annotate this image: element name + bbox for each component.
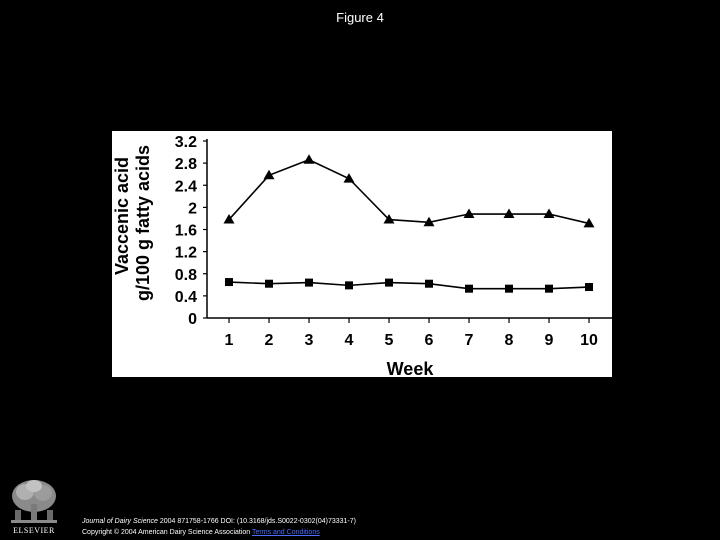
copyright-text: Copyright © 2004 American Dairy Science Association <box>82 529 253 536</box>
series-2-point <box>505 285 513 293</box>
elsevier-logo <box>5 476 63 536</box>
figure-title: Figure 4 <box>336 10 384 25</box>
series-2-point <box>305 279 313 287</box>
series-2-point <box>585 283 593 291</box>
series-2-line <box>229 282 589 289</box>
series-2-point <box>265 280 273 288</box>
y-ticks <box>175 134 207 328</box>
y-tick-label: 2.8 <box>174 156 197 174</box>
y-tick-label: 2 <box>188 200 197 218</box>
series-2-point <box>225 278 233 286</box>
series-2-point <box>345 281 353 289</box>
y-tick-label: 1.2 <box>174 244 197 262</box>
series-2-point <box>545 285 553 293</box>
x-tick-label: 1 <box>224 332 234 349</box>
y-tick-label: 0.4 <box>174 288 197 306</box>
logo-text: ELSEVIER <box>13 526 55 535</box>
y-tick-label: 2.4 <box>174 178 197 196</box>
tree-icon <box>5 476 63 526</box>
x-tick-label: 8 <box>504 332 514 349</box>
citation-details: 2004 871758-1766 DOI: (10.3168/jds.S0022-0302(04)73331-7) <box>157 518 356 525</box>
x-tick-label: 5 <box>384 332 394 349</box>
x-tick-label: 7 <box>464 332 474 349</box>
y-axis-label-line1: Vaccenic acid <box>112 156 132 276</box>
series-2-point <box>465 285 473 293</box>
x-tick-label: 10 <box>580 332 598 349</box>
y-tick-label: 1.6 <box>174 222 197 240</box>
x-tick-label: 9 <box>544 332 554 349</box>
y-axis-label-line2: g/100 g fatty acids <box>133 144 153 302</box>
citation-line1 <box>82 516 356 527</box>
series-1-point <box>344 173 355 183</box>
citation <box>82 516 356 538</box>
line-chart <box>112 131 612 377</box>
y-tick-label: 0 <box>188 311 197 328</box>
y-tick-label: 0.8 <box>174 266 197 284</box>
y-tick-label: 3.2 <box>174 134 197 151</box>
series-2-point <box>385 279 393 287</box>
x-tick-label: 4 <box>344 332 354 349</box>
journal-name: Journal of Dairy Science <box>82 518 158 525</box>
chart-series <box>224 154 595 292</box>
x-tick-label: 3 <box>304 332 314 349</box>
x-ticks <box>225 318 598 349</box>
series-2-point <box>425 280 433 288</box>
series-1-line <box>229 160 589 224</box>
chart-panel <box>112 131 612 377</box>
x-axis-label: Week <box>386 359 434 377</box>
citation-line2 <box>82 527 356 538</box>
x-tick-label: 2 <box>264 332 274 349</box>
terms-link[interactable]: Terms and Conditions <box>252 529 320 536</box>
series-1-point <box>304 154 315 164</box>
x-tick-label: 6 <box>424 332 434 349</box>
